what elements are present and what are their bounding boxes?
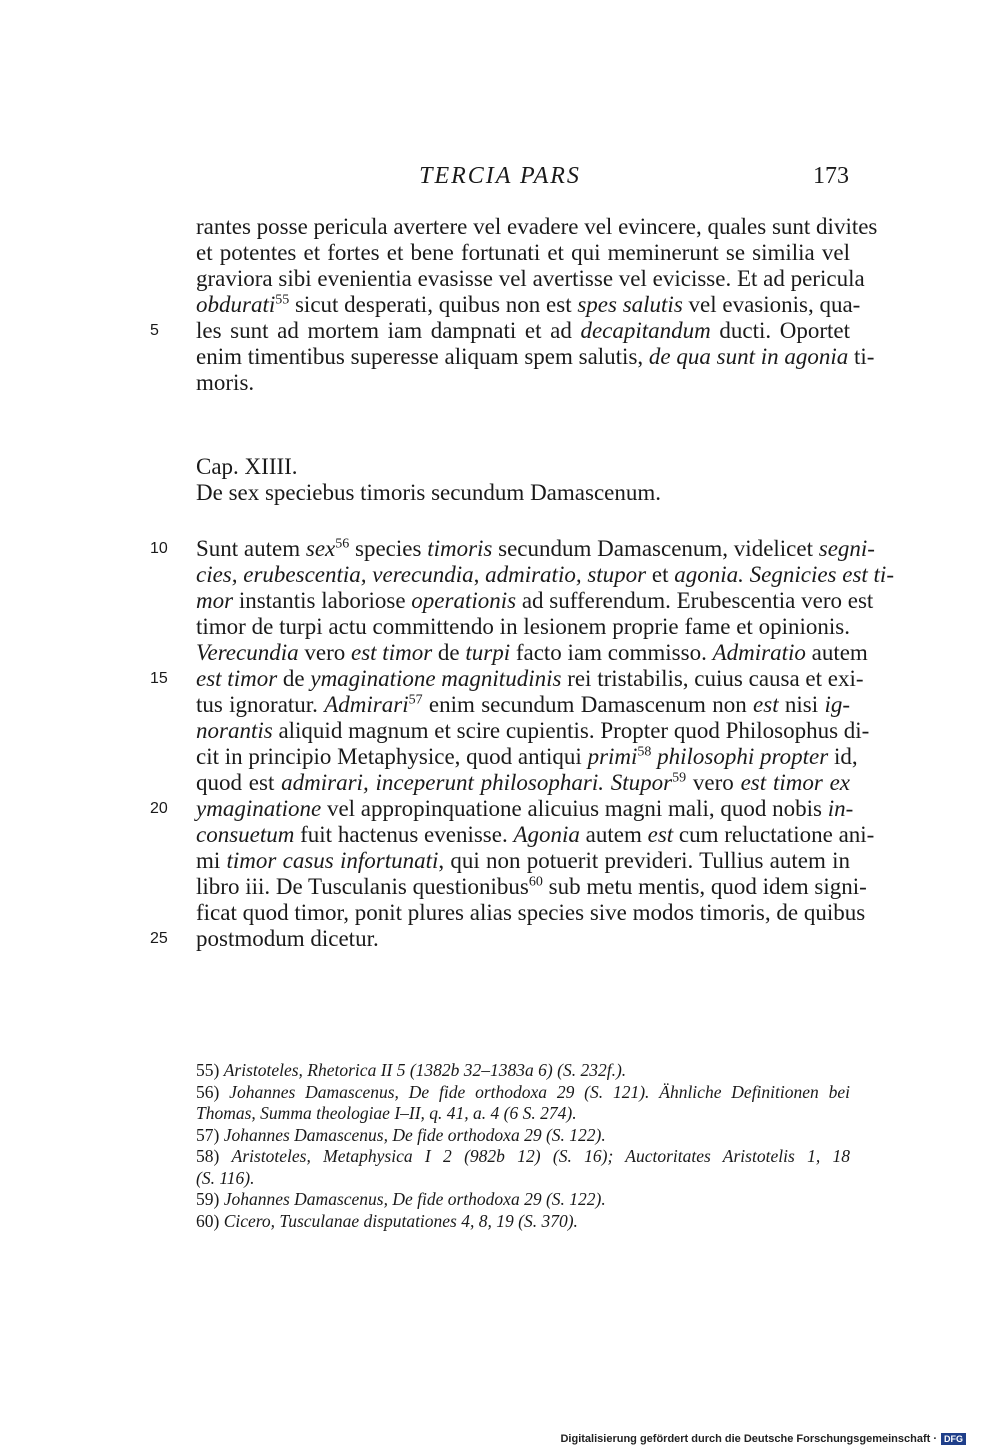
running-title: TERCIA PARS (419, 163, 581, 189)
text-line (196, 718, 870, 744)
italic-text: norantis (196, 718, 273, 743)
text-run: graviora sibi evenientia evasisse vel avertisse vel evicisse. Et ad pericula (196, 266, 865, 291)
italic-text: Verecundia (196, 640, 299, 665)
italic-text: est timor ex (740, 770, 850, 795)
text-line (196, 848, 850, 874)
italic-text: Thomas, Summa theologiae I–II, q. 41, a. 4 (6 S. 274). (196, 1103, 577, 1123)
text-line (196, 744, 858, 770)
line-number: 10 (150, 540, 168, 557)
footnote-ref: 58 (637, 744, 652, 760)
text-run: vel evasionis, qua- (682, 292, 861, 317)
text-run: id, (828, 744, 858, 769)
text-run: autem (805, 640, 868, 665)
italic-text: agonia. Segnicies est ti- (674, 562, 894, 587)
text-line (196, 562, 894, 588)
text-run: mi (196, 848, 227, 873)
text-run: cum reluctatione ani- (673, 822, 875, 847)
italic-text: consuetum (196, 822, 295, 847)
digitization-credit (560, 1433, 966, 1445)
text-run: rantes posse pericula avertere vel evadere vel evincere, quales sunt divites (196, 214, 878, 239)
text-run: nisi (778, 692, 825, 717)
text-line (196, 770, 850, 796)
text-line (196, 822, 875, 848)
text-run: ti- (848, 344, 875, 369)
footnotes (196, 1060, 850, 1232)
text-run: de (277, 666, 311, 691)
line-number: 20 (150, 800, 168, 817)
italic-text: Aristoteles, Metaphysica I 2 (982b 12) (S. 16); Auctoritates Aristotelis 1, 18 (231, 1146, 851, 1166)
text-line (196, 588, 874, 614)
text-line (196, 214, 878, 240)
line-number: 25 (150, 930, 168, 947)
italic-text: primi (587, 744, 638, 769)
italic-text: sex (305, 536, 336, 561)
text-run: facto iam commisso. (510, 640, 713, 665)
footnote-line (196, 1168, 850, 1190)
italic-text: obdurati (196, 292, 276, 317)
italic-text: Johannes Damascenus, De fide orthodoxa 29 (S. 121). Ähnliche Definitionen bei (229, 1081, 850, 1102)
italic-text: cies, erubescentia, verecundia (196, 562, 474, 587)
chapter-heading (196, 454, 850, 506)
italic-text: Johannes Damascenus, De fide orthodoxa 29 (S. 122). (223, 1124, 606, 1145)
text-run: et potentes et fortes et bene fortunati et qui meminerunt se similia vel (196, 240, 850, 265)
text-run: rei tristabilis, cuius causa et exi- (561, 666, 864, 691)
text-run: 60) (196, 1210, 224, 1231)
italic-text: est (753, 692, 779, 717)
italic-text: Admirari (324, 692, 409, 717)
text-run: ducti. Oportet (710, 318, 850, 343)
footnote-line (196, 1146, 850, 1168)
footnote-line (196, 1082, 850, 1104)
italic-text: spes salutis (577, 292, 683, 317)
text-line (196, 292, 861, 318)
text-run: postmodum dicetur. (196, 926, 379, 951)
footnote-ref: 57 (408, 692, 423, 708)
text-run: , qui non potuerit previderi. Tullius autem in (438, 848, 850, 873)
footnote-ref: 59 (672, 770, 687, 786)
italic-text: (S. 116). (196, 1167, 255, 1188)
italic-text: est timor (196, 666, 278, 691)
italic-text: Aristoteles, Rhetorica II 5 (1382b 32–1383a 6) (S. 232f.). (223, 1060, 627, 1080)
text-run: 56) (196, 1081, 230, 1102)
text-run: secundum Damascenum, videlicet (492, 536, 819, 561)
italic-text: ymaginatione magnitudinis (310, 666, 562, 691)
italic-text: timor casus infortunati (226, 848, 439, 873)
footnote-line (196, 1189, 850, 1211)
text-line (196, 640, 868, 666)
italic-text: Cicero, Tusculanae disputationes 4, 8, 19 (S. 370). (223, 1210, 578, 1231)
footnote-line (196, 1125, 850, 1147)
text-line (196, 240, 850, 266)
text-run: Sunt autem (196, 536, 306, 561)
text-line (196, 692, 850, 718)
italic-text: segni- (818, 536, 875, 561)
text-run: instantis laboriose (233, 588, 412, 613)
text-line (196, 344, 875, 370)
text-run: moris. (196, 370, 255, 395)
italic-text: decapitandum (580, 318, 711, 343)
text-run: timor de turpi actu committendo in lesionem proprie fame et opinionis. (196, 614, 850, 639)
italic-text: de qua sunt in agonia (648, 344, 849, 369)
italic-text: turpi (465, 640, 511, 665)
text-run: vero (298, 640, 351, 665)
text-run: enim timentibus superesse aliquam spem salutis, (196, 344, 649, 369)
text-line (150, 536, 875, 562)
text-line (150, 666, 864, 692)
italic-text: est timor (351, 640, 433, 665)
italic-text: Agonia (513, 822, 580, 847)
footnote-ref: 60 (528, 874, 543, 890)
italic-text: admiratio, stupor (485, 562, 647, 587)
footnote-line (196, 1060, 850, 1082)
paragraph-chapter-text (150, 536, 894, 952)
text-line (196, 266, 865, 292)
chapter-number: Cap. XIIII. (196, 454, 298, 479)
text-run: aliquid magnum et scire cupientis. Propter quod Philosophus di- (272, 718, 870, 743)
text-run: cit in principio Metaphysice, quod antiqui (196, 744, 588, 769)
text-run: species (349, 536, 428, 561)
text-line (196, 874, 867, 900)
footnote-line (196, 1103, 850, 1125)
text-run: vel appropinquatione alicuius magni mali, quod nobis (321, 796, 828, 821)
text-run: et (646, 562, 675, 587)
text-run: 57) (196, 1124, 224, 1145)
text-run: tus ignoratur. (196, 692, 325, 717)
text-run: autem (579, 822, 648, 847)
text-line (150, 318, 850, 344)
italic-text: admirari, inceperunt philosophari. Stupor (281, 770, 673, 795)
italic-text: ig- (824, 692, 851, 717)
italic-text: in- (827, 796, 854, 821)
line-number: 5 (150, 322, 159, 339)
text-run: 55) (196, 1060, 224, 1080)
text-run: libro iii. De Tusculanis questionibus (196, 874, 529, 899)
text-run: ficat quod timor, ponit plures alias species sive modos timoris, de quibus (196, 900, 866, 925)
paragraph-continuation (150, 214, 878, 396)
text-run: sub metu mentis, quod idem signi- (542, 874, 867, 899)
italic-text: est (647, 822, 674, 847)
italic-text: Admiratio (712, 640, 806, 665)
footnote-line (196, 1211, 850, 1233)
text-line (150, 926, 850, 952)
text-run: quod est (196, 770, 282, 795)
text-run: sicut desperati, quibus non est (289, 292, 578, 317)
italic-text: philosophi propter (657, 744, 829, 769)
italic-text: Johannes Damascenus, De fide orthodoxa 29 (S. 122). (223, 1189, 606, 1209)
chapter-title: De sex speciebus timoris secundum Damascenum. (196, 480, 661, 505)
italic-text: mor (196, 588, 234, 613)
italic-text: ymaginatione (196, 796, 322, 821)
footnote-ref: 55 (275, 292, 290, 308)
footnote-ref: 56 (335, 536, 350, 552)
italic-text: operationis (411, 588, 517, 613)
italic-text: timoris (427, 536, 493, 561)
text-run: enim secundum Damascenum non (422, 692, 754, 717)
text-line (196, 614, 850, 640)
text-line (150, 796, 854, 822)
text-run: vero (686, 770, 741, 795)
text-run: les sunt ad mortem iam dampnati et ad (196, 318, 581, 343)
text-run: fuit hactenus evenisse. (294, 822, 514, 847)
text-run: ad sufferendum. Erubescentia vero est (516, 588, 874, 613)
text-run: de (432, 640, 466, 665)
text-run: , (473, 562, 486, 587)
credit-text: Digitalisierung gefördert durch die Deutsche Forschungsgemeinschaft · (560, 1433, 937, 1445)
dfg-logo-icon: DFG (941, 1433, 966, 1445)
page-number: 173 (813, 163, 849, 189)
text-run: 59) (196, 1189, 224, 1209)
text-run: 58) (196, 1146, 232, 1166)
line-number: 15 (150, 670, 168, 687)
text-line (196, 900, 866, 926)
text-line (196, 370, 850, 396)
